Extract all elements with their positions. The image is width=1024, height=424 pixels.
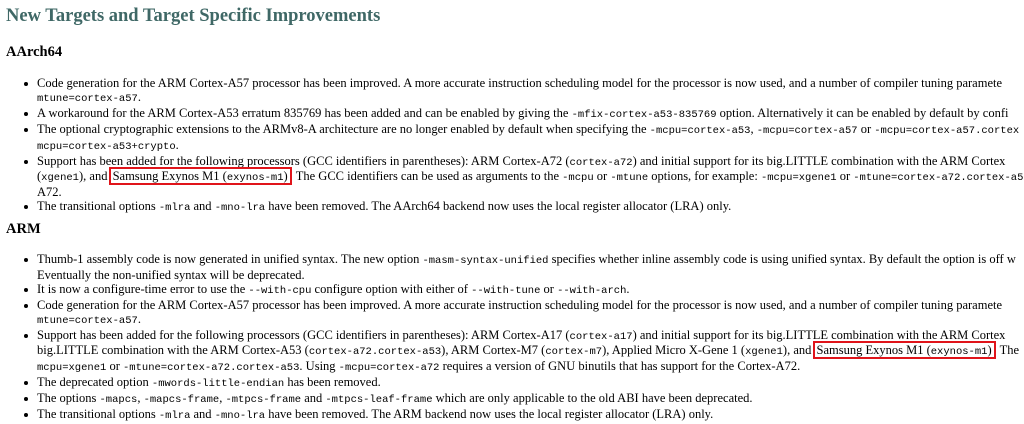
code-option: mcpu=xgene1 bbox=[37, 362, 107, 375]
text-line bbox=[37, 200, 1024, 216]
text-line bbox=[37, 186, 1024, 200]
code-option: --with-tune bbox=[471, 284, 541, 297]
code-option: -mfix-cortex-a53-835769 bbox=[571, 108, 717, 121]
code-option: -mtpcs-frame bbox=[225, 394, 302, 407]
code-option: -mcpu bbox=[562, 172, 594, 185]
code-option: --with-arch bbox=[557, 284, 627, 297]
text-segment: It is now a configure-time error to use the bbox=[37, 281, 249, 296]
text-segment: A workaround for the ARM Cortex-A53 erratum 835769 has been added and can be enabled by giving the bbox=[37, 105, 572, 120]
text-segment: . bbox=[137, 89, 141, 104]
list-item bbox=[6, 77, 1024, 107]
text-segment: or bbox=[836, 169, 854, 184]
list-item bbox=[6, 392, 1024, 408]
text-segment: options, for example: bbox=[648, 169, 761, 184]
text-segment: . bbox=[137, 311, 141, 326]
code-option: xgene1 bbox=[41, 172, 79, 185]
text-segment: has been removed. bbox=[284, 375, 381, 390]
text-segment: . bbox=[626, 281, 630, 296]
text-segment: , bbox=[750, 121, 757, 136]
highlight-box bbox=[111, 169, 290, 183]
text-segment: configure option with either of bbox=[311, 281, 472, 296]
text-segment: , bbox=[219, 391, 226, 406]
text-segment: , bbox=[137, 391, 144, 406]
text-line bbox=[37, 253, 1024, 269]
text-segment: or bbox=[540, 281, 558, 296]
text-segment: ), and bbox=[782, 343, 815, 358]
text-segment: Thumb-1 assembly code is now generated in unified syntax. The new option bbox=[37, 252, 423, 266]
list-item bbox=[6, 408, 1024, 424]
page-title: New Targets and Target Specific Improvements bbox=[6, 6, 381, 26]
text-line bbox=[37, 392, 1024, 408]
text-segment: ), ARM Cortex-M7 ( bbox=[441, 343, 546, 358]
code-option: -mtune=cortex-a72.cortex-a53 bbox=[122, 362, 300, 375]
code-option: -mtune bbox=[610, 172, 649, 185]
text-segment: Support has been added for the following processors (GCC identifiers in parentheses): ARM Cortex-A72 ( bbox=[37, 153, 570, 168]
aarch64-list bbox=[6, 77, 1024, 216]
text-line bbox=[37, 77, 1024, 91]
code-option: -mcpu=cortex-a53 bbox=[649, 124, 751, 137]
text-segment: Code generation for the ARM Cortex-A57 processor has been improved. A more accurate instruction scheduling model for the processor is now used, and a number of compiler tuning paramete bbox=[37, 76, 1003, 90]
text-segment: . Using bbox=[299, 359, 339, 374]
code-option: -mlra bbox=[158, 202, 191, 215]
code-option: xgene1 bbox=[745, 346, 783, 359]
list-item bbox=[6, 283, 1024, 299]
list-item bbox=[6, 107, 1024, 123]
text-segment: and bbox=[190, 407, 215, 422]
text-line bbox=[37, 123, 1024, 139]
text-segment: and bbox=[190, 199, 215, 214]
text-segment: big.LITTLE combination with the ARM Cortex-A53 ( bbox=[37, 343, 309, 358]
list-item bbox=[6, 253, 1024, 283]
text-segment: ), and bbox=[78, 169, 111, 184]
list-item bbox=[6, 200, 1024, 216]
text-line bbox=[37, 269, 1024, 283]
code-option: --with-cpu bbox=[248, 284, 312, 297]
text-segment: or bbox=[106, 359, 123, 374]
code-option: -mno-lra bbox=[214, 202, 266, 215]
text-segment: . bbox=[175, 137, 179, 152]
text-segment: ) and initial support for its big.LITTLE combination with the ARM Cortex bbox=[632, 153, 1006, 168]
code-option: -mapcs bbox=[99, 394, 138, 407]
text-segment: A72. bbox=[37, 185, 62, 200]
code-option: -mtune=cortex-a72.cortex-a5 bbox=[853, 172, 1024, 185]
text-segment: or bbox=[593, 169, 611, 184]
code-option: -mcpu=cortex-a57 bbox=[756, 124, 858, 137]
highlight-text: Samsung Exynos M1 ( bbox=[816, 343, 931, 358]
list-item bbox=[6, 155, 1024, 201]
code-option: -mlra bbox=[158, 410, 191, 423]
code-option: cortex-a72.cortex-a53 bbox=[308, 346, 442, 359]
text-line bbox=[37, 344, 1024, 360]
text-segment: Code generation for the ARM Cortex-A57 processor has been improved. A more accurate instruction scheduling model for the processor is now used, and a number of compiler tuning paramete bbox=[37, 297, 1003, 312]
text-line bbox=[37, 91, 1024, 107]
text-segment: Support has been added for the following processors (GCC identifiers in parentheses): ARM Cortex-A17 ( bbox=[37, 327, 570, 342]
text-segment: ), Applied Micro X-Gene 1 ( bbox=[602, 343, 746, 358]
text-segment: The transitional options bbox=[37, 199, 159, 214]
text-segment: . The GCC identifiers can be used as arguments to the bbox=[289, 169, 563, 184]
text-segment: The options bbox=[37, 391, 100, 406]
text-line bbox=[37, 299, 1024, 313]
code-option: mtune=cortex-a57 bbox=[37, 314, 138, 327]
list-item bbox=[6, 376, 1024, 392]
list-item bbox=[6, 299, 1024, 329]
code-option: mtune=cortex-a57 bbox=[37, 92, 138, 105]
text-line bbox=[37, 283, 1024, 299]
list-item bbox=[6, 123, 1024, 155]
text-segment: specifies whether inline assembly code is using unified syntax. By default the option is off w bbox=[548, 252, 1016, 266]
text-segment: which are only applicable to the old ABI have been deprecated. bbox=[432, 391, 753, 406]
highlight-code: exynos-m1 bbox=[226, 172, 284, 185]
text-segment: The deprecated option bbox=[37, 375, 152, 390]
highlight-text: ) bbox=[987, 343, 992, 358]
code-option: cortex-a17 bbox=[569, 330, 633, 343]
text-segment: requires a version of GNU binutils that has support for the Cortex-A72. bbox=[439, 359, 801, 374]
text-line bbox=[37, 376, 1024, 392]
code-option: -mcpu=cortex-a57.cortex bbox=[874, 124, 1020, 137]
text-segment: and bbox=[301, 391, 326, 406]
code-option: -mapcs-frame bbox=[143, 394, 220, 407]
text-line bbox=[37, 313, 1024, 329]
list-item bbox=[6, 329, 1024, 377]
text-segment: The transitional options bbox=[37, 407, 159, 422]
code-option: -mno-lra bbox=[214, 410, 266, 423]
text-segment: have been removed. The AArch64 backend now uses the local register allocator (LRA) only. bbox=[265, 199, 732, 214]
highlight-text: Samsung Exynos M1 ( bbox=[112, 169, 227, 184]
text-line bbox=[37, 408, 1024, 424]
text-line bbox=[37, 170, 1024, 186]
text-segment: . The bbox=[993, 343, 1020, 358]
code-option: cortex-m7 bbox=[545, 346, 603, 359]
text-segment: ( bbox=[37, 169, 42, 184]
code-option: -masm-syntax-unified bbox=[422, 255, 549, 267]
text-line bbox=[37, 107, 1024, 123]
arm-list bbox=[6, 253, 1024, 424]
text-segment: have been removed. The ARM backend now uses the local register allocator (LRA) only. bbox=[265, 407, 714, 422]
text-line bbox=[37, 360, 1024, 376]
code-option: -mcpu=cortex-a72 bbox=[338, 362, 440, 375]
section-heading-arm: ARM bbox=[6, 221, 41, 237]
text-line bbox=[37, 139, 1024, 155]
code-option: -mcpu=xgene1 bbox=[760, 172, 837, 185]
text-segment: or bbox=[857, 121, 875, 136]
code-option: -mtpcs-leaf-frame bbox=[325, 394, 433, 407]
code-option: cortex-a72 bbox=[569, 156, 633, 169]
code-option: mcpu=cortex-a53+crypto bbox=[37, 140, 176, 153]
highlight-text: ) bbox=[283, 169, 288, 184]
text-segment: The optional cryptographic extensions to the ARMv8-A architecture are no longer enabled by default when specifying the bbox=[37, 121, 650, 136]
code-option: -mwords-little-endian bbox=[151, 378, 285, 391]
text-segment: option. Alternatively it can be enabled by default by confi bbox=[716, 105, 1009, 120]
text-segment: Eventually the non-unified syntax will be deprecated. bbox=[37, 267, 305, 282]
section-heading-aarch64: AArch64 bbox=[6, 44, 63, 60]
highlight-box bbox=[815, 343, 994, 357]
highlight-code: exynos-m1 bbox=[930, 346, 988, 359]
text-segment: ) and initial support for its big.LITTLE combination with the ARM Cortex bbox=[632, 327, 1006, 342]
